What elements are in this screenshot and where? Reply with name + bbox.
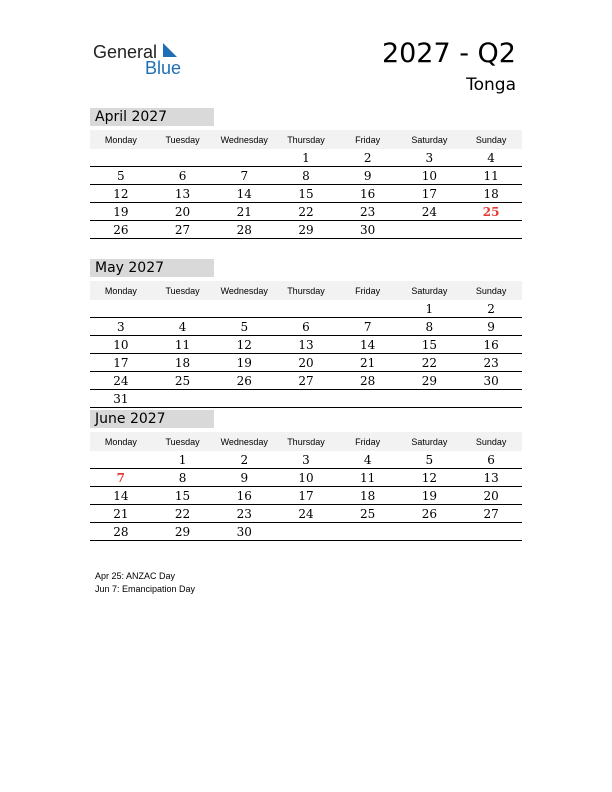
day-cell: 14 xyxy=(213,185,275,203)
day-cell: 14 xyxy=(337,336,399,354)
weekday-header: Sunday xyxy=(460,130,522,149)
day-cell: 16 xyxy=(213,487,275,505)
day-cell: 6 xyxy=(460,451,522,469)
day-cell xyxy=(213,149,275,167)
day-cell xyxy=(460,221,522,239)
month-label: April 2027 xyxy=(90,108,214,126)
day-cell xyxy=(399,221,461,239)
day-cell: 3 xyxy=(275,451,337,469)
day-cell xyxy=(460,390,522,408)
day-cell xyxy=(152,300,214,318)
day-cell xyxy=(90,300,152,318)
day-cell: 5 xyxy=(90,167,152,185)
week-row xyxy=(90,505,522,523)
day-cell: 28 xyxy=(337,372,399,390)
week-row xyxy=(90,300,522,318)
week-row xyxy=(90,372,522,390)
calendar-grid xyxy=(90,432,522,541)
day-cell: 29 xyxy=(275,221,337,239)
day-cell: 15 xyxy=(152,487,214,505)
day-cell: 21 xyxy=(213,203,275,221)
day-cell: 4 xyxy=(152,318,214,336)
weekday-header: Monday xyxy=(90,432,152,451)
day-cell: 18 xyxy=(460,185,522,203)
day-cell: 24 xyxy=(90,372,152,390)
day-cell xyxy=(460,523,522,541)
week-row xyxy=(90,203,522,221)
day-cell: 26 xyxy=(399,505,461,523)
day-cell: 29 xyxy=(152,523,214,541)
day-cell: 15 xyxy=(399,336,461,354)
day-cell: 29 xyxy=(399,372,461,390)
day-cell: 12 xyxy=(90,185,152,203)
week-row xyxy=(90,523,522,541)
weekday-header: Monday xyxy=(90,130,152,149)
weekday-header: Monday xyxy=(90,281,152,300)
day-cell: 4 xyxy=(337,451,399,469)
day-cell: 21 xyxy=(90,505,152,523)
day-cell: 2 xyxy=(337,149,399,167)
day-cell: 13 xyxy=(152,185,214,203)
day-cell: 26 xyxy=(90,221,152,239)
day-cell: 9 xyxy=(213,469,275,487)
day-cell xyxy=(399,390,461,408)
day-cell: 28 xyxy=(213,221,275,239)
day-cell: 1 xyxy=(152,451,214,469)
week-row xyxy=(90,451,522,469)
day-cell: 14 xyxy=(90,487,152,505)
day-cell: 24 xyxy=(275,505,337,523)
weekday-header: Tuesday xyxy=(152,281,214,300)
day-cell xyxy=(275,300,337,318)
day-cell: 24 xyxy=(399,203,461,221)
weekday-header: Friday xyxy=(337,432,399,451)
day-cell: 19 xyxy=(399,487,461,505)
day-cell: 23 xyxy=(460,354,522,372)
day-cell: 18 xyxy=(337,487,399,505)
day-cell: 21 xyxy=(337,354,399,372)
day-cell xyxy=(152,390,214,408)
week-row xyxy=(90,390,522,408)
day-cell: 10 xyxy=(275,469,337,487)
day-cell: 12 xyxy=(213,336,275,354)
day-cell: 7 xyxy=(337,318,399,336)
weekday-header: Sunday xyxy=(460,281,522,300)
week-row xyxy=(90,318,522,336)
day-cell: 10 xyxy=(399,167,461,185)
day-cell: 19 xyxy=(213,354,275,372)
day-cell: 22 xyxy=(152,505,214,523)
day-cell: 2 xyxy=(460,300,522,318)
day-cell: 1 xyxy=(275,149,337,167)
week-row xyxy=(90,149,522,167)
day-cell: 12 xyxy=(399,469,461,487)
day-cell: 25 xyxy=(460,203,522,221)
day-cell: 16 xyxy=(337,185,399,203)
week-row xyxy=(90,185,522,203)
day-cell: 27 xyxy=(152,221,214,239)
weekday-header: Wednesday xyxy=(213,432,275,451)
day-cell: 11 xyxy=(337,469,399,487)
day-cell: 7 xyxy=(213,167,275,185)
day-cell: 2 xyxy=(213,451,275,469)
month-june xyxy=(90,410,522,541)
day-cell: 20 xyxy=(152,203,214,221)
weekday-header: Friday xyxy=(337,281,399,300)
country-name: Tonga xyxy=(466,75,516,95)
calendar-grid xyxy=(90,281,522,408)
day-cell: 8 xyxy=(399,318,461,336)
weekday-header: Thursday xyxy=(275,281,337,300)
day-cell: 5 xyxy=(399,451,461,469)
day-cell xyxy=(90,451,152,469)
day-cell: 19 xyxy=(90,203,152,221)
day-cell: 11 xyxy=(460,167,522,185)
day-cell: 27 xyxy=(460,505,522,523)
day-cell: 31 xyxy=(90,390,152,408)
day-cell: 23 xyxy=(213,505,275,523)
day-cell: 22 xyxy=(275,203,337,221)
day-cell: 16 xyxy=(460,336,522,354)
weekday-header: Saturday xyxy=(399,130,461,149)
page-title: 2027 - Q2 xyxy=(381,38,516,69)
weekday-header: Wednesday xyxy=(213,130,275,149)
logo-flag-icon xyxy=(163,43,177,57)
month-label: June 2027 xyxy=(90,410,214,428)
day-cell: 17 xyxy=(399,185,461,203)
day-cell xyxy=(275,390,337,408)
holiday-notes xyxy=(95,570,195,596)
day-cell: 6 xyxy=(152,167,214,185)
week-row xyxy=(90,354,522,372)
day-cell: 9 xyxy=(337,167,399,185)
weekday-header: Tuesday xyxy=(152,432,214,451)
day-cell: 10 xyxy=(90,336,152,354)
day-cell: 8 xyxy=(275,167,337,185)
day-cell xyxy=(275,523,337,541)
day-cell: 25 xyxy=(152,372,214,390)
day-cell: 18 xyxy=(152,354,214,372)
weekday-header: Thursday xyxy=(275,130,337,149)
weekday-header: Thursday xyxy=(275,432,337,451)
day-cell: 30 xyxy=(337,221,399,239)
week-row xyxy=(90,469,522,487)
day-cell xyxy=(213,300,275,318)
holiday-note: Jun 7: Emancipation Day xyxy=(95,584,196,594)
day-cell: 30 xyxy=(213,523,275,541)
week-row xyxy=(90,336,522,354)
week-row xyxy=(90,221,522,239)
day-cell: 23 xyxy=(337,203,399,221)
weekday-header: Saturday xyxy=(399,432,461,451)
holiday-note: Apr 25: ANZAC Day xyxy=(95,571,176,581)
day-cell: 11 xyxy=(152,336,214,354)
day-cell: 28 xyxy=(90,523,152,541)
day-cell xyxy=(399,523,461,541)
logo xyxy=(93,40,193,80)
day-cell: 5 xyxy=(213,318,275,336)
weekday-header: Tuesday xyxy=(152,130,214,149)
day-cell xyxy=(337,390,399,408)
day-cell: 26 xyxy=(213,372,275,390)
day-cell: 17 xyxy=(275,487,337,505)
day-cell: 3 xyxy=(399,149,461,167)
day-cell: 7 xyxy=(90,469,152,487)
logo-general-text: General xyxy=(93,42,158,62)
day-cell: 13 xyxy=(275,336,337,354)
day-cell: 22 xyxy=(399,354,461,372)
weekday-header: Saturday xyxy=(399,281,461,300)
day-cell: 20 xyxy=(460,487,522,505)
day-cell: 9 xyxy=(460,318,522,336)
weekday-header: Wednesday xyxy=(213,281,275,300)
month-may xyxy=(90,259,522,408)
day-cell xyxy=(337,523,399,541)
month-label: May 2027 xyxy=(90,259,214,277)
day-cell: 20 xyxy=(275,354,337,372)
day-cell: 1 xyxy=(399,300,461,318)
day-cell xyxy=(90,149,152,167)
logo-blue-text: Blue xyxy=(145,58,182,78)
day-cell xyxy=(152,149,214,167)
day-cell: 17 xyxy=(90,354,152,372)
month-april xyxy=(90,108,522,239)
calendar-grid xyxy=(90,130,522,239)
week-row xyxy=(90,167,522,185)
day-cell: 25 xyxy=(337,505,399,523)
day-cell xyxy=(337,300,399,318)
day-cell: 8 xyxy=(152,469,214,487)
day-cell: 30 xyxy=(460,372,522,390)
day-cell: 6 xyxy=(275,318,337,336)
day-cell xyxy=(213,390,275,408)
day-cell: 27 xyxy=(275,372,337,390)
weekday-header: Sunday xyxy=(460,432,522,451)
weekday-header: Friday xyxy=(337,130,399,149)
day-cell: 13 xyxy=(460,469,522,487)
week-row xyxy=(90,487,522,505)
day-cell: 4 xyxy=(460,149,522,167)
day-cell: 3 xyxy=(90,318,152,336)
day-cell: 15 xyxy=(275,185,337,203)
